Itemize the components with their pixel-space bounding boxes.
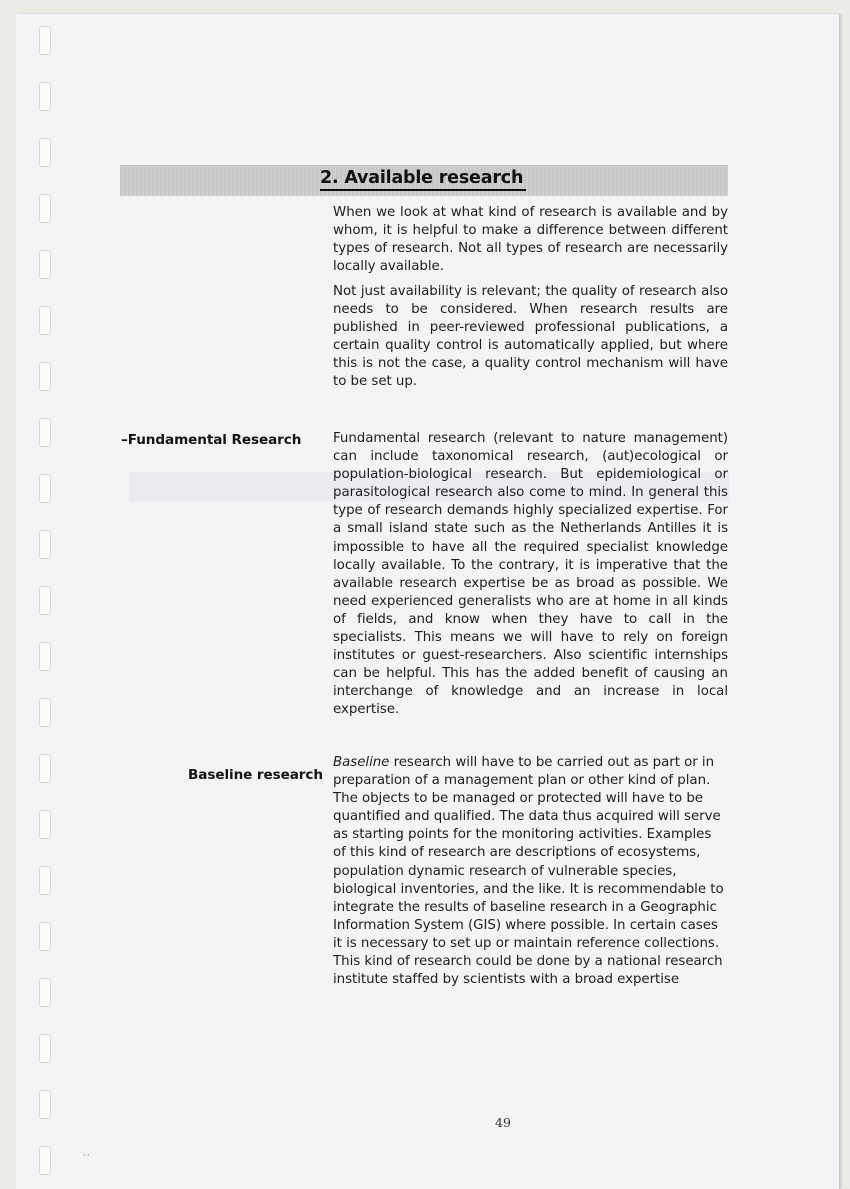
binder-hole	[39, 698, 51, 727]
binder-hole	[39, 530, 51, 559]
binder-hole	[39, 642, 51, 671]
baseline-research-label: Baseline research	[188, 767, 323, 783]
binder-hole	[39, 1146, 51, 1175]
baseline-research-text	[333, 754, 728, 989]
intro-paragraph-2: Not just availability is relevant; the quality of research also needs to be considered. When research results are published in peer-reviewed professional publications, a certain quality control is automatically applied, but where this is not the case, a quality control mechanism will have to be set up.	[333, 284, 728, 390]
binder-hole	[39, 754, 51, 783]
baseline-body: research will have to be carried out as part or in preparation of a management plan or other kind of plan. The objects to be managed or protected will have to be quantified and qualified. The data thus acquired will serve as starting points for the monitoring activities. Examples of this kind of research are descriptions of ecosystems, population dynamic research of vulnerable species, biological inventories, and the like. It is recommendable to integrate the results of baseline research in a Geographic Information System (GIS) where possible. In certain cases it is necessary to set up or maintain reference collections. This kind of research could be done by a national research institute staffed by scientists with a broad expertise	[333, 755, 724, 988]
fundamental-research-text: Fundamental research (relevant to nature management) can include taxonomical research, (aut)ecological or population-biological research. But epidemiological or parasitological research also come to mind. In general this type of research demands highly specialized expertise. For a small island state such as the Netherlands Antilles it is impossible to have all the required specialist knowledge locally available. To the contrary, it is imperative that the available research expertise be as broad as possible. We need experienced generalists who are at home in all kinds of fields, and know when they have to call in the specialists. This means we will have to rely on foreign institutes or guest-researchers. Also scientific internships can be helpful. This has the added benefit of causing an interchange of knowledge and an increase in local expertise.	[333, 431, 728, 718]
binder-hole	[39, 306, 51, 335]
binder-hole	[39, 82, 51, 111]
baseline-italic-lead: Baseline	[333, 755, 390, 770]
section-heading: 2. Available research	[320, 167, 526, 191]
binder-hole	[39, 978, 51, 1007]
fundamental-research-label: –Fundamental Research	[121, 432, 302, 448]
binder-hole	[39, 418, 51, 447]
binder-hole	[39, 194, 51, 223]
binder-hole	[39, 866, 51, 895]
binder-hole	[39, 362, 51, 391]
binder-hole	[39, 138, 51, 167]
binder-hole	[39, 922, 51, 951]
document-page	[16, 14, 839, 1189]
binder-hole	[39, 250, 51, 279]
binder-hole	[39, 26, 51, 55]
binder-hole	[39, 810, 51, 839]
page-number: 49	[495, 1115, 511, 1130]
binder-hole	[39, 1090, 51, 1119]
binder-hole	[39, 474, 51, 503]
scan-specks: ··	[83, 1151, 91, 1161]
binder-hole	[39, 1034, 51, 1063]
binder-hole	[39, 586, 51, 615]
intro-paragraph-1: When we look at what kind of research is available and by whom, it is helpful to make a difference between different types of research. Not all types of research are necessarily locally available.	[333, 205, 728, 275]
